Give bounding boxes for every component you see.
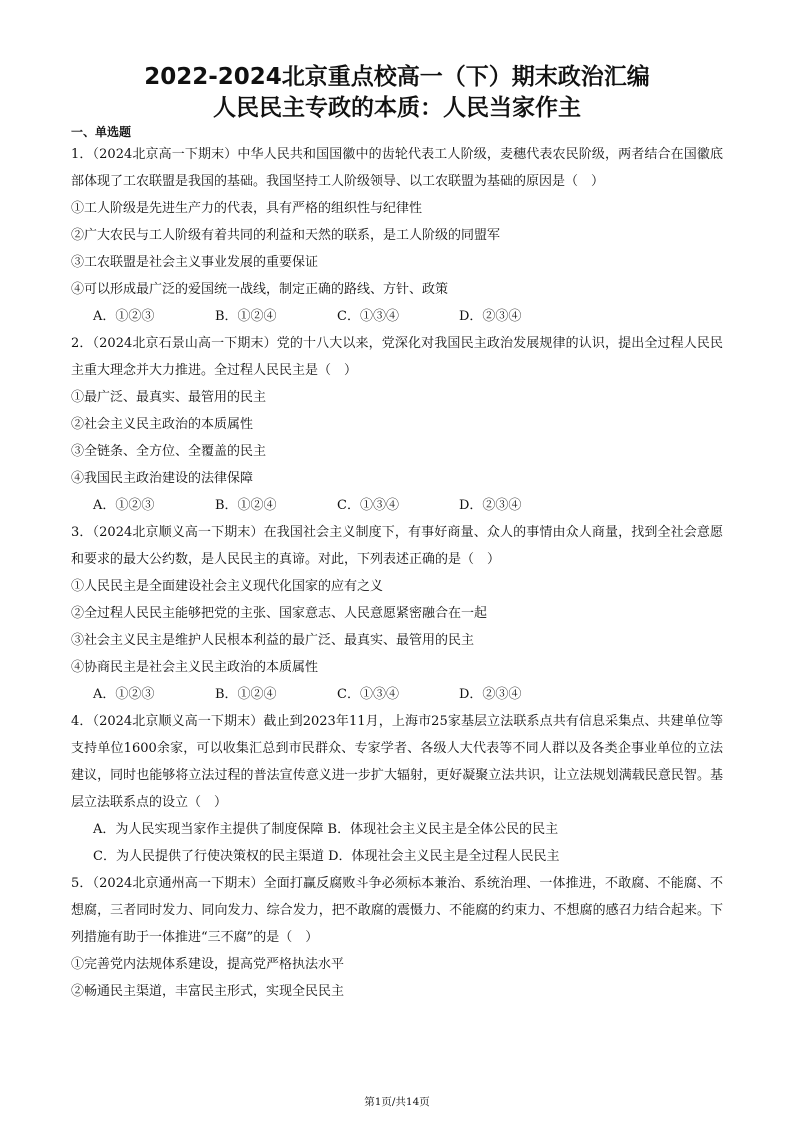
statement-option: ②社会主义民主政治的本质属性 [71, 417, 254, 432]
statement-option: ②全过程人民民主能够把党的主张、国家意志、人民意愿紧密融合在一起 [71, 606, 488, 621]
statement-option: ③工农联盟是社会主义事业发展的重要保证 [71, 255, 319, 270]
question-stem: 3．（2024北京顺义高一下期末）在我国社会主义制度下，有事好商量、众人的事情由众人商量，找到全社会意愿和要求的最大公约数，是人民民主的真谛。对此，下列表述正确的是（ ） [71, 525, 723, 567]
choice-d: D．②③④ [459, 687, 522, 702]
choice-b: B．①②④ [215, 498, 277, 513]
choice-b: B．①②④ [215, 309, 277, 324]
question-4 [71, 708, 723, 870]
choice-d: D．②③④ [459, 309, 522, 324]
question-3 [71, 519, 723, 708]
section-heading: 一、单选题 [71, 125, 132, 139]
question-stem: 2．（2024北京石景山高一下期末）党的十八大以来，党深化对我国民主政治发展规律的认识，提出全过程人民民主重大理念并大力推进。全过程人民民主是（ ） [71, 336, 723, 378]
question-stem: 1．（2024北京高一下期末）中华人民共和国国徽中的齿轮代表工人阶级，麦穗代表农民阶级，两者结合在国徽底部体现了工农联盟是我国的基础。我国坚持工人阶级领导、以工农联盟为基础的原因是（ ） [71, 147, 723, 189]
statement-option: ②广大农民与工人阶级有着共同的利益和天然的联系，是工人阶级的同盟军 [71, 228, 501, 243]
document-title: 2022-2024北京重点校高一（下）期末政治汇编 [144, 64, 650, 90]
choice-c: C．①③④ [337, 498, 399, 513]
choice-c: C．①③④ [337, 309, 399, 324]
choice-c: C．①③④ [337, 687, 399, 702]
page-number: 第1页/共14页 [364, 1096, 430, 1108]
answer-choices-row: C．为人民提供了行使决策权的民主渠道 D．体现社会主义民主是全过程人民民主 [93, 849, 560, 864]
statement-option: ②畅通民主渠道，丰富民主形式，实现全民民主 [71, 984, 345, 999]
choice-a: A．①②③ [93, 687, 155, 702]
question-2 [71, 330, 723, 519]
answer-choices [71, 303, 723, 330]
question-list [71, 141, 723, 1005]
question-1 [71, 141, 723, 330]
question-stem: 4．（2024北京顺义高一下期末）截止到2023年11月，上海市25家基层立法联系点共有信息采集点、共建单位等支持单位1600余家，可以收集汇总到市民群众、专家学者、各级人大代表等不同人群以及各类企事业单位的立法建议，同时也能够将立法过程的普法宣传意义进一步扩大辐射，更好凝聚立法共识，让立法规划满载民意民智。基层立法联系点的设立（ ） [71, 714, 723, 810]
statement-option: ③社会主义民主是维护人民根本利益的最广泛、最真实、最管用的民主 [71, 633, 475, 648]
choice-a: A．①②③ [93, 498, 155, 513]
statement-option: ①人民民主是全面建设社会主义现代化国家的应有之义 [71, 579, 384, 594]
question-5 [71, 870, 723, 1005]
statement-option: ④协商民主是社会主义民主政治的本质属性 [71, 660, 319, 675]
answer-choices [71, 681, 723, 708]
choice-b: B．①②④ [215, 687, 277, 702]
statement-option: ④我国民主政治建设的法律保障 [71, 471, 254, 486]
statement-option: ③全链条、全方位、全覆盖的民主 [71, 444, 267, 459]
answer-choices [71, 492, 723, 519]
statement-option: ①最广泛、最真实、最管用的民主 [71, 390, 267, 405]
choice-a: A．①②③ [93, 309, 155, 324]
question-stem: 5．（2024北京通州高一下期末）全面打赢反腐败斗争必须标本兼治、系统治理、一体推进，不敢腐、不能腐、不想腐，三者同时发力、同向发力、综合发力，把不敢腐的震慑力、不能腐的约束力、不想腐的感召力结合起来。下列措施有助于一体推进“三不腐”的是（ ） [71, 876, 723, 945]
answer-choices-row: A．为人民实现当家作主提供了制度保障 B．体现社会主义民主是全体公民的民主 [93, 822, 559, 837]
choice-d: D．②③④ [459, 498, 522, 513]
document-subtitle: 人民民主专政的本质：人民当家作主 [213, 95, 581, 121]
statement-option: ①完善党内法规体系建设，提高党严格执法水平 [71, 957, 345, 972]
statement-option: ①工人阶级是先进生产力的代表，具有严格的组织性与纪律性 [71, 201, 423, 216]
statement-option: ④可以形成最广泛的爱国统一战线，制定正确的路线、方针、政策 [71, 282, 449, 297]
